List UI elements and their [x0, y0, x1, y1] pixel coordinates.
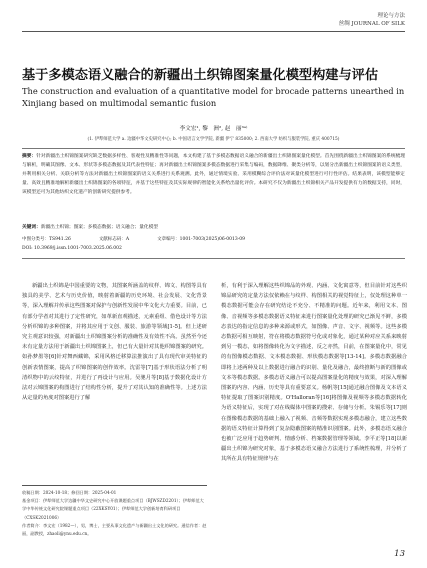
- title-chinese: 基于多模态语义融合的新疆出土织锦图案量化模型构建与评估: [22, 68, 379, 83]
- classification-line: [22, 236, 405, 242]
- footnote-rule: [22, 485, 207, 486]
- abstract: [22, 152, 405, 197]
- abstract-top-rule: [22, 148, 405, 149]
- footnote: [22, 489, 207, 538]
- affiliation: (1. 伊犁师范大学 a. 边疆中华文史研究中心; b. 中国语言文学学院, 新疆 伊宁 835000; 2. 西南大学 纺织与服装学院, 重庆 400715): [87, 137, 340, 142]
- header-journal: 丝绸 JOURNAL OF SILK: [338, 21, 405, 27]
- paragraph: 新疆出土织锦是中国重要的文物，其图案所涵盖的纹样、锦文、构图等具有独具的美学、艺术与历史价值，映射着新疆的历史环境、社会发展、文化背景等，深入理解并传承这些图案对保护与创新性发展中华文化大力重要。目前，已有部分学者对其进行了定性研究，如革新直观描述，元素重组、借色设计等方法分析织锦的多种图案，并将其应用于文创、服装、旅游等领域[1-5]。但上述研究主观意识较强，对新疆出土织锦图案分析的准确性及有效性不高。虽然至今还未有定量方法用于新疆出土织锦图案上，但已有大量针对其他织锦图案的研究。如孙梦墨等[6]针对舞西藏锦，采用风格迁移算法推演出了具有现代审美特征的创新表情图案，提高了织锦图案的创作效率。沈雷等[7]基于形状语法分析了明清织物中的云纹特征，并进行了再设计与应用。吴驰月等[8]基于数据化设计方法对云锦图案的构图进行了结构性分析，提升了对其认知的准确性等。上述方法从定量的角度对图案进行了解: [22, 283, 207, 402]
- keywords-label: 关键词：: [22, 225, 41, 230]
- keywords: [22, 224, 405, 230]
- footnote-funding: 基金项目：伊犁师范大学边疆中华文史研究中心开放课题重点项目（BJWSZD2201）；伊犁师范大学中华传统文化研究院课题重点项目（22XKSY01）；伊犁师范大学创新培育科研项目（CXSK2021006）: [22, 498, 204, 520]
- abstract-bottom-rule: [22, 258, 405, 259]
- body-column-left: [22, 281, 207, 403]
- clc-number: 中图分类号：TS941.26: [22, 237, 71, 242]
- document-code: 文献标志码：A: [98, 237, 130, 242]
- header-rule: [22, 31, 405, 32]
- article-number: 文章编号：1001-7003(2025)06-0013-09: [157, 237, 245, 242]
- body-column-right: [221, 281, 407, 465]
- title-english: The construction and evaluation of a quantitative model for brocade patterns unearthed in Xinjiang based on multimodal semantic fusion: [22, 86, 405, 108]
- doi: DOI: 10.3969/j.issn.1001-7003.2025.06.002: [22, 246, 122, 251]
- header-section: 理论与方法: [377, 13, 405, 19]
- paragraph: 析，有利于深入理解这些织锦品的外观、内涵、文化寓意等，但目前针对这些织锦品研究的定量方法仅依赖在与纹样、构图相关的视觉特征上，仅处理这种单一模态数据可能会存在研究结论不充分、不精准的问题。近年来，利用文本、图像、音视频等多模态数据语义特征来进行图案量化处理的研究已渐见不鲜，多模态表达的指定信息的多种来源或形式，如图像、声音、文字、视频等。这些多模态数据可相互映射，符在将模态数据符号化或对象化，通过某种对应关系来映射到另一模态，如将图像转化为文字描述，反之亦然，目前，在图案量化中，常见的有图像模态数据、文本模态数据、形状模态数据等[13-14]。多模态数据融合即将上述两种及以上数据进行融合的识别、量化及融合，最终推断与新的图像或文本等模态数据。多模态语义融合可以提高图案量化的精度与效果，对深入理解图案的内容、内涵、历史等具有重要意义。杨帆等[15]通过融合图像及文本语义特征提取了图案识别精度。O'Halloran等[16]将图像及视频等多模态数据转化为语义特征后，实现了对在线媒体中图案的搜索、存储与分析。朱锡乐等[17]则在图像模态数据的基础上融入了视频、音频等数据实现多模态融合，建立这些数据的语义特征计算得到了复杂隐蔽图案的精准识别图案。此外，多模态语义融合也被广泛应用于趋势研判、情感分析、档案数据管理等领域。李平正等[18]以新疆出土织锦为研究对象，基于多模态语义融合方法进行了系统性梳理，并分析了其所在具有特征规律与在: [221, 283, 407, 463]
- keywords-text: 新疆出土织锦；图案；多模态数据；语义融合；量化模型: [40, 225, 158, 230]
- footnote-author: 作者简介：李文宏（1982—），男，博士，主要从事文化遗产与新疆出土文化的研究。通信作者：赵丽，副教授，zhaoli@ynu.edu.cn。: [22, 522, 207, 537]
- abstract-label: 摘要：: [22, 154, 37, 159]
- footnote-received: 收稿日期：2024-10-18；修回日期：2025-04-01: [22, 490, 117, 495]
- abstract-text: 针对新疆出土织锦图案研究缺乏数据多样性、客观性及精准性等问题，本文构建了基于多模态数据语义融合的新疆出土织锦图案量化模型。首先围绕新疆出土织锦图案的系统梳理与解析，明确其图像、文本、形状等多模态数据及其代表性特征；再对新疆出土织锦图案多模态数据进行采集与编码，数据降维、聚类分析等，以划分出新疆出土织锦图案的语义类型，并利用相关分析、关联分析等方法对新疆出土织锦图案的语义关系进行关系观测。此外，通过情境实验、采用模糊综合评价法对该量化模型进行可行性评估。结果表明，该模型能够定量、高效且精准地解析新疆出土织锦图案的各项特征，并基于这些特征及其实际规律的智能化关系给出量化评价。本研究不仅为新疆出土织锦相关产品开发提供有力的数据支持，同时，该模型还可为其他纺织文化遗产的创新研究提供参考。: [22, 154, 405, 196]
- running-header: [339, 12, 405, 28]
- page-number: 13: [394, 549, 405, 559]
- authors: 李文宏¹, 黎 洲², 赵 丽³ᵃ⁾: [179, 126, 248, 132]
